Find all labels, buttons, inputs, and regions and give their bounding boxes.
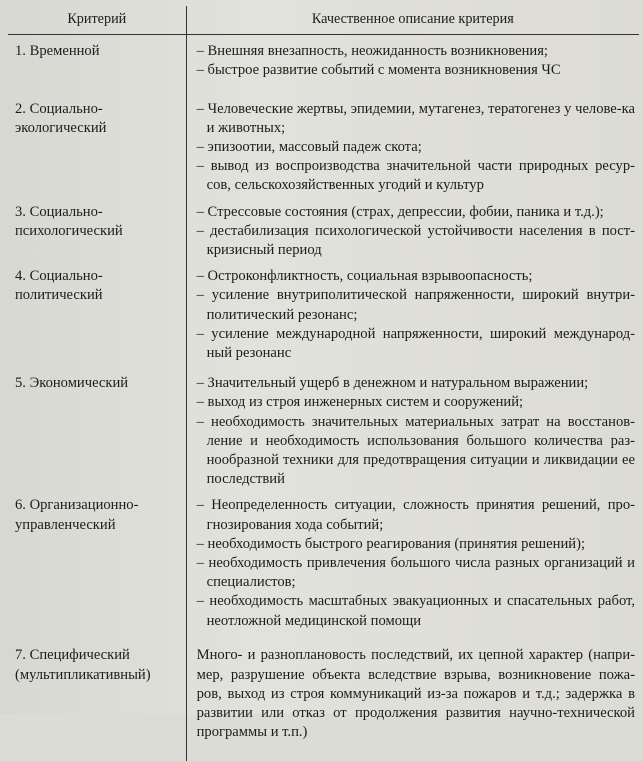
table-row bbox=[8, 35, 639, 93]
description-item: – Неопределенность ситуации, сложность принятия решений, про-гнозирования хода событий; bbox=[197, 496, 635, 534]
description-cell bbox=[186, 639, 639, 761]
description-cell bbox=[186, 35, 639, 93]
table-row bbox=[8, 196, 639, 261]
criterion-text: 4. Социально- bbox=[15, 267, 186, 286]
description-item: – дестабилизация психологической устойчивости населения в пост-кризисный период bbox=[197, 222, 635, 260]
description-item: – усиление внутриполитической напряженности, широкий внутри-политический резонанс; bbox=[197, 286, 635, 324]
criterion-text: политический bbox=[15, 286, 186, 305]
criterion-text: 6. Организационно- bbox=[15, 496, 186, 515]
table-row bbox=[8, 489, 639, 639]
description-item: – Стрессовые состояния (страх, депрессии, фобии, паника и т.д.); bbox=[197, 203, 635, 222]
criterion-text: экологический bbox=[15, 119, 186, 138]
description-cell bbox=[186, 93, 639, 196]
description-item: – Человеческие жертвы, эпидемии, мутагенез, тератогенез у челове-ка и животных; bbox=[197, 100, 635, 138]
description-item: – выход из строя инженерных систем и сооружений; bbox=[197, 393, 635, 412]
criterion-cell bbox=[8, 367, 186, 489]
criterion-text: 3. Социально- bbox=[15, 203, 186, 222]
description-cell bbox=[186, 260, 639, 367]
table-row bbox=[8, 639, 639, 761]
criterion-cell bbox=[8, 35, 186, 93]
criterion-text: 1. Временной bbox=[15, 42, 186, 61]
description-item: – необходимость значительных материальных затрат на восстанов-ление и необходимость использования большого количества раз-нообразной техники для предотвращения ситуации и ликвидации ее последствий bbox=[197, 413, 635, 490]
description-item: – Значительный ущерб в денежном и натуральном выражении; bbox=[197, 374, 635, 393]
table-header-row bbox=[8, 6, 639, 35]
description-item: Много- и разноплановость последствий, их цепной характер (напри-мер, разрушение объекта вследствие взрыва, возникновение пожа-ров, выход из строя коммуникаций из-за пожаров и т.д.; задержка в развитии или отказ от продолжения развития научно-технической программы и т.п.) bbox=[197, 646, 635, 742]
description-item: – быстрое развитие событий с момента возникновения ЧС bbox=[197, 61, 635, 80]
header-description: Качественное описание критерия bbox=[186, 6, 639, 35]
criterion-text: управленческий bbox=[15, 516, 186, 535]
criterion-text: 5. Экономический bbox=[15, 374, 186, 393]
table-row bbox=[8, 93, 639, 196]
description-item: – эпизоотии, массовый падеж скота; bbox=[197, 138, 635, 157]
criterion-cell bbox=[8, 489, 186, 639]
criterion-cell bbox=[8, 639, 186, 761]
criterion-text: 2. Социально- bbox=[15, 100, 186, 119]
criterion-text: 7. Специфический bbox=[15, 646, 186, 665]
table-row bbox=[8, 260, 639, 367]
criterion-cell bbox=[8, 260, 186, 367]
description-item: – усиление международной напряженности, широкий международ-ный резонанс bbox=[197, 325, 635, 363]
criterion-cell bbox=[8, 93, 186, 196]
header-criterion: Критерий bbox=[8, 6, 186, 35]
description-cell bbox=[186, 196, 639, 261]
description-cell bbox=[186, 367, 639, 489]
description-item: – необходимость быстрого реагирования (принятия решений); bbox=[197, 535, 635, 554]
criterion-cell bbox=[8, 196, 186, 261]
criteria-table bbox=[8, 6, 639, 761]
description-item: – Внешняя внезапность, неожиданность возникновения; bbox=[197, 42, 635, 61]
table-body bbox=[8, 35, 639, 761]
description-item: – необходимость привлечения большого числа разных организаций и специалистов; bbox=[197, 554, 635, 592]
description-cell bbox=[186, 489, 639, 639]
criterion-text: (мультипликативный) bbox=[15, 666, 186, 685]
description-item: – Остроконфликтность, социальная взрывоопасность; bbox=[197, 267, 635, 286]
criterion-text: психологический bbox=[15, 222, 186, 241]
description-item: – необходимость масштабных эвакуационных и спасательных работ, неотложной медицинской помощи bbox=[197, 592, 635, 630]
table-row bbox=[8, 367, 639, 489]
description-item: – вывод из воспроизводства значительной части природных ресур-сов, сельскохозяйственных угодий и культур bbox=[197, 157, 635, 195]
